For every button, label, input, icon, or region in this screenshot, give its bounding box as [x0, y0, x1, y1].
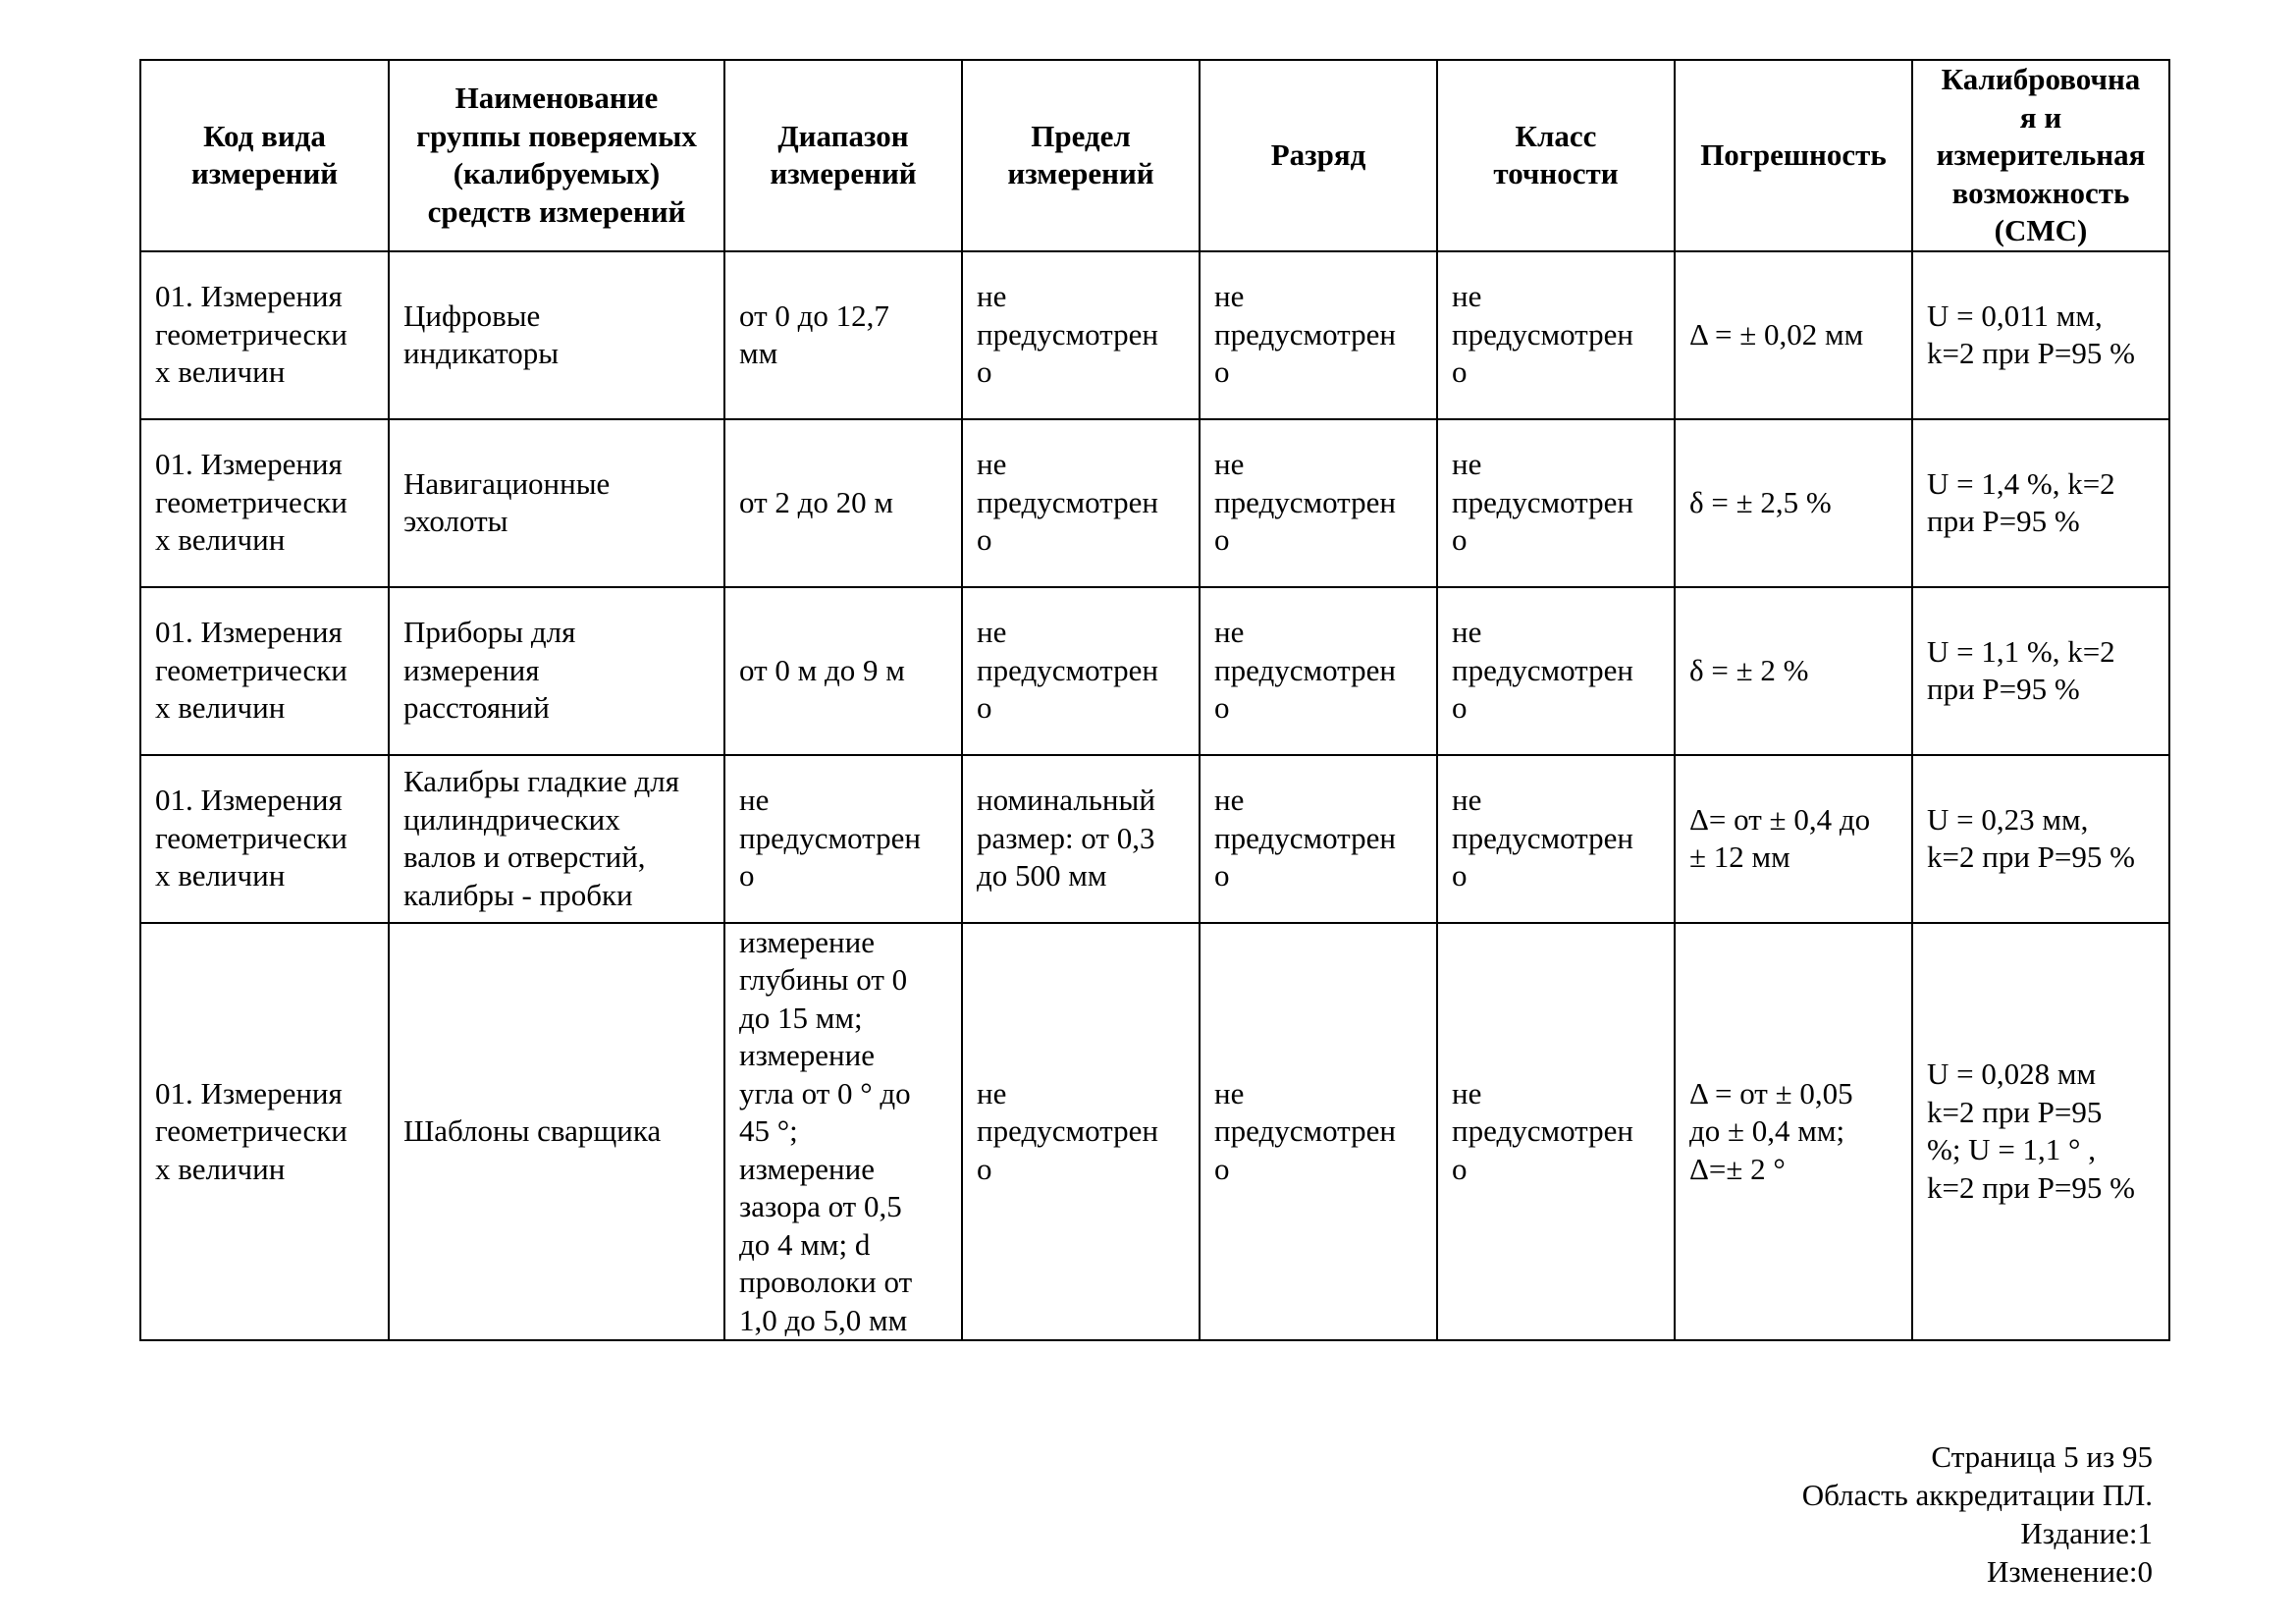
header-measurement-range: Диапазон измерений — [724, 60, 962, 251]
page-number: Страница 5 из 95 — [1931, 1439, 2153, 1474]
header-instrument-group: Наименование группы поверяемых (калибруемых) средств измерений — [389, 60, 724, 251]
cell-measurement-range: от 2 до 20 м — [724, 419, 962, 587]
cell-cmc: U = 0,028 мм k=2 при P=95 %; U = 1,1 ° , k=2 при P=95 % — [1912, 923, 2169, 1341]
cell-instrument-group: Приборы для измерения расстояний — [389, 587, 724, 755]
header-category: Разряд — [1200, 60, 1437, 251]
cell-measurement-limit: не предусмотрен о — [962, 419, 1200, 587]
cell-instrument-group: Цифровые индикаторы — [389, 251, 724, 419]
cell-error: δ = ± 2 % — [1675, 587, 1912, 755]
cell-accuracy-class: не предусмотрен о — [1437, 923, 1675, 1341]
table-row — [140, 587, 2169, 755]
cell-cmc: U = 0,23 мм, k=2 при P=95 % — [1912, 755, 2169, 923]
table-header-row — [140, 60, 2169, 251]
table-row — [140, 923, 2169, 1341]
cell-measurement-limit: не предусмотрен о — [962, 251, 1200, 419]
cell-error: Δ= от ± 0,4 до ± 12 мм — [1675, 755, 1912, 923]
cell-measurement-limit: номинальный размер: от 0,3 до 500 мм — [962, 755, 1200, 923]
cell-instrument-group: Шаблоны сварщика — [389, 923, 724, 1341]
cell-cmc: U = 0,011 мм, k=2 при P=95 % — [1912, 251, 2169, 419]
cell-accuracy-class: не предусмотрен о — [1437, 419, 1675, 587]
cell-cmc: U = 1,1 %, k=2 при P=95 % — [1912, 587, 2169, 755]
cell-measurement-range: от 0 до 12,7 мм — [724, 251, 962, 419]
cell-measurement-range: от 0 м до 9 м — [724, 587, 962, 755]
cell-measurement-code: 01. Измерения геометрически х величин — [140, 923, 389, 1341]
change-label: Изменение:0 — [1987, 1554, 2153, 1589]
cell-measurement-code: 01. Измерения геометрически х величин — [140, 587, 389, 755]
cell-category: не предусмотрен о — [1200, 755, 1437, 923]
cell-accuracy-class: не предусмотрен о — [1437, 251, 1675, 419]
cell-measurement-code: 01. Измерения геометрически х величин — [140, 755, 389, 923]
cell-instrument-group: Калибры гладкие для цилиндрических валов и отверстий, калибры - пробки — [389, 755, 724, 923]
cell-category: не предусмотрен о — [1200, 419, 1437, 587]
table-row — [140, 755, 2169, 923]
table-row — [140, 419, 2169, 587]
cell-measurement-range: измерение глубины от 0 до 15 мм; измерение угла от 0 ° до 45 °; измерение зазора от 0,5 до 4 мм; d проволоки от 1,0 до 5,0 мм — [724, 923, 962, 1341]
cell-measurement-code: 01. Измерения геометрически х величин — [140, 251, 389, 419]
accreditation-scope-table — [139, 59, 2170, 1341]
table-row — [140, 251, 2169, 419]
cell-category: не предусмотрен о — [1200, 251, 1437, 419]
cell-error: δ = ± 2,5 % — [1675, 419, 1912, 587]
cell-cmc: U = 1,4 %, k=2 при P=95 % — [1912, 419, 2169, 587]
cell-accuracy-class: не предусмотрен о — [1437, 755, 1675, 923]
cell-category: не предусмотрен о — [1200, 923, 1437, 1341]
edition-label: Издание:1 — [2020, 1516, 2153, 1550]
cell-category: не предусмотрен о — [1200, 587, 1437, 755]
header-measurement-code: Код вида измерений — [140, 60, 389, 251]
header-error: Погрешность — [1675, 60, 1912, 251]
cell-measurement-range: не предусмотрен о — [724, 755, 962, 923]
cell-error: Δ = ± 0,02 мм — [1675, 251, 1912, 419]
cell-measurement-code: 01. Измерения геометрически х величин — [140, 419, 389, 587]
cell-instrument-group: Навигационные эхолоты — [389, 419, 724, 587]
accreditation-scope-label: Область аккредитации ПЛ. — [1801, 1478, 2153, 1512]
cell-measurement-limit: не предусмотрен о — [962, 587, 1200, 755]
cell-accuracy-class: не предусмотрен о — [1437, 587, 1675, 755]
header-accuracy-class: Класс точности — [1437, 60, 1675, 251]
cell-error: Δ = от ± 0,05 до ± 0,4 мм; Δ=± 2 ° — [1675, 923, 1912, 1341]
header-cmc: Калибровочна я и измерительная возможность (СМС) — [1912, 60, 2169, 251]
page-footer — [1802, 1437, 2153, 1591]
cell-measurement-limit: не предусмотрен о — [962, 923, 1200, 1341]
header-measurement-limit: Предел измерений — [962, 60, 1200, 251]
